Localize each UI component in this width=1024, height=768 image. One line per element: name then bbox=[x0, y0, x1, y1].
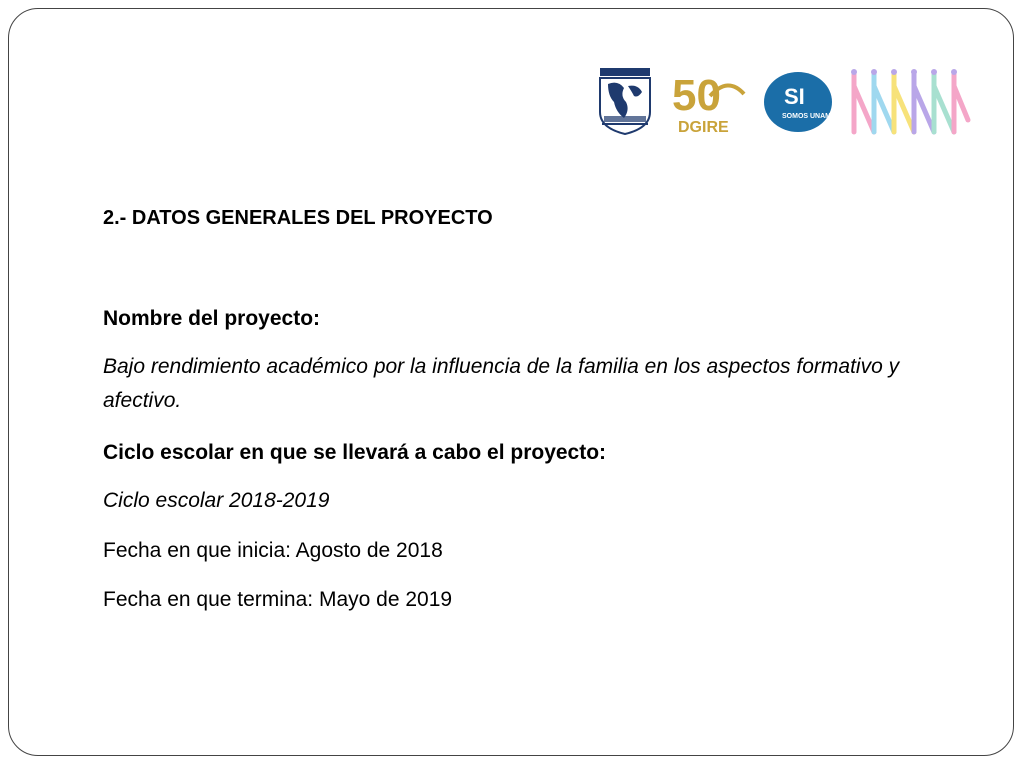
cycle-label: Ciclo escolar en que se llevará a cabo el proyecto: bbox=[103, 441, 607, 464]
si-text: SI bbox=[784, 84, 805, 109]
stripes-logo bbox=[848, 66, 974, 136]
unam-seal-icon bbox=[594, 66, 656, 136]
header-logos bbox=[594, 66, 974, 138]
project-name-value: Bajo rendimiento académico por la influencia de la familia en los aspectos formativo y afectivo. bbox=[103, 355, 900, 412]
dgire-50-number: 50 bbox=[672, 71, 721, 120]
somos-unam-text: SOMOS UNAM bbox=[782, 113, 831, 120]
section-title: 2.- DATOS GENERALES DEL PROYECTO bbox=[103, 207, 493, 229]
start-date: Fecha en que inicia: Agosto de 2018 bbox=[103, 539, 443, 562]
dgire-50-logo bbox=[670, 66, 748, 136]
end-date: Fecha en que termina: Mayo de 2019 bbox=[103, 588, 453, 611]
project-name-label: Nombre del proyecto: bbox=[103, 307, 321, 330]
dgire-text: DGIRE bbox=[678, 119, 729, 136]
cycle-value: Ciclo escolar 2018-2019 bbox=[103, 489, 330, 512]
si-somos-unam-logo bbox=[762, 66, 834, 136]
